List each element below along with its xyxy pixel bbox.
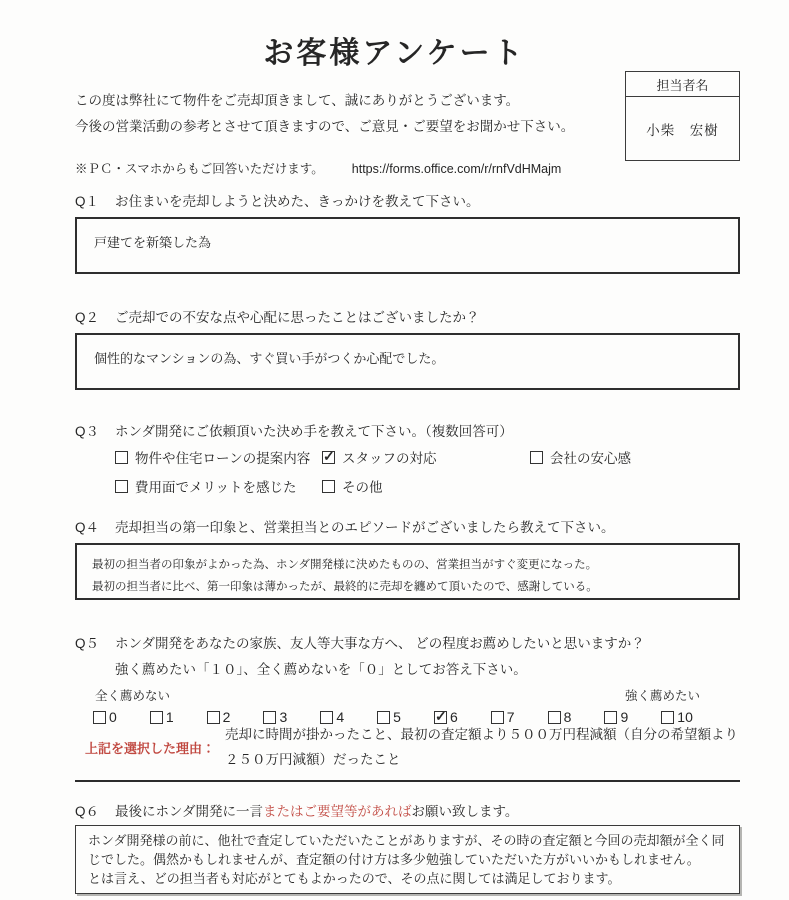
option-other-label: その他 bbox=[342, 480, 383, 495]
question-5-text: ホンダ開発をあなたの家族、友人等大事な方へ、 どの程度お薦めしたいと思いますか？ bbox=[115, 636, 645, 651]
question-4 bbox=[75, 516, 740, 600]
checkbox-proposal bbox=[115, 451, 128, 464]
intro-block bbox=[75, 88, 615, 182]
question-2 bbox=[75, 306, 740, 390]
q5-reason-inner bbox=[75, 722, 740, 772]
scale-left-label: 全く薦めない bbox=[95, 689, 171, 703]
survey-url: https://forms.office.com/r/rnfVdHMajm bbox=[351, 162, 562, 176]
scale-option-1-label: 1 bbox=[165, 709, 174, 725]
question-3-label bbox=[75, 420, 740, 440]
question-2-text: ご売却での不安な点や心配に思ったことはございましたか？ bbox=[115, 310, 480, 325]
question-3-number: Q３ bbox=[75, 424, 100, 439]
option-cost-merit bbox=[115, 476, 322, 496]
question-6-answer-para1: ホンダ開発様の前に、他社で査定していただいたことがありますが、その時の査定額と今回の売却額が全く同じでした。偶然かもしれませんが、査定額の付け方は多少勉強していただいた方がいいかもしれません。 bbox=[88, 833, 725, 867]
scale-right-label: 強く薦めたい bbox=[624, 689, 700, 703]
question-4-answer-line2: 最初の担当者に比べ、第一印象は薄かったが、最終的に売却を纏めて頂いたので、感謝している。 bbox=[92, 581, 598, 593]
question-1 bbox=[75, 190, 740, 274]
question-4-number: Q４ bbox=[75, 520, 100, 535]
question-1-label bbox=[75, 190, 740, 210]
question-3-text: ホンダ開発にご依頼頂いた決め手を教えて下さい。（複数回答可） bbox=[115, 424, 513, 439]
question-6-text bbox=[115, 800, 518, 820]
question-5 bbox=[75, 632, 740, 725]
option-staff-response bbox=[322, 447, 530, 467]
question-5-instruction: 強く薦めたい「１０」、全く薦めないを「０」としてお答え下さい。 bbox=[115, 662, 527, 677]
intro-line1: この度は弊社にて物件をご売却頂きまして、誠にありがとうございます。 bbox=[75, 93, 520, 108]
question-2-answer-box bbox=[75, 333, 740, 390]
question-4-label bbox=[75, 516, 740, 536]
scale-option-8-label: 8 bbox=[563, 709, 572, 725]
question-2-label bbox=[75, 306, 740, 326]
option-company-trust-label: 会社の安心感 bbox=[550, 451, 631, 466]
scale-option-10-label: 10 bbox=[677, 709, 693, 725]
option-company-trust bbox=[530, 447, 740, 467]
option-cost-merit-label: 費用面でメリットを感じた bbox=[135, 480, 297, 495]
q5-reason-label: 上記を選択した理由： bbox=[85, 740, 216, 756]
question-6-text-red: またはご要望等があれば bbox=[262, 804, 412, 819]
checkbox-other bbox=[322, 480, 335, 493]
question-6-answer-para2: とは言え、どの担当者も対応がとてもよかったので、その点に関しては満足しております。 bbox=[88, 871, 621, 886]
question-1-answer: 戸建てを新築した為 bbox=[94, 235, 212, 250]
question-4-text: 売却担当の第一印象と、営業担当とのエピソードがございましたら教えて下さい。 bbox=[115, 520, 615, 535]
scale-option-9-label: 9 bbox=[620, 709, 629, 725]
web-answer-note: ※ＰＣ・スマホからもご回答いただけます。 bbox=[75, 162, 324, 176]
option-staff-response-label: スタッフの対応 bbox=[342, 451, 437, 466]
question-6-answer-box bbox=[75, 825, 740, 894]
web-answer-note-row bbox=[75, 156, 615, 182]
question-6-label bbox=[75, 800, 740, 820]
checkbox-cost-merit bbox=[115, 480, 128, 493]
question-1-number: Q１ bbox=[75, 194, 100, 209]
checkbox-company-trust bbox=[530, 451, 543, 464]
q5-reason-text: 売却に時間が掛かったこと、最初の査定額より５００万円程減額（自分の希望額より２５０万円減額）だったこと bbox=[225, 727, 738, 767]
scale-option-5-label: 5 bbox=[393, 709, 401, 725]
question-6-text-part1: 最後にホンダ開発に一言 bbox=[115, 804, 263, 819]
question-1-answer-box bbox=[75, 217, 740, 274]
question-6-text-part2: お願い致します。 bbox=[411, 804, 519, 819]
question-5-label bbox=[75, 632, 740, 652]
question-4-answer-box bbox=[75, 543, 740, 600]
q5-reason-block bbox=[75, 722, 740, 782]
question-4-answer-line1: 最初の担当者の印象がよかった為、ホンダ開発様に決めたものの、営業担当がすぐ変更になった。 bbox=[92, 559, 598, 571]
question-3 bbox=[75, 420, 740, 496]
question-6-number: Q６ bbox=[75, 804, 100, 819]
scale-option-0-label: 0 bbox=[109, 709, 117, 725]
scale-option-2-label: 2 bbox=[222, 709, 231, 725]
scale-option-6-label: 6 bbox=[449, 709, 458, 725]
scale-option-7-label: 7 bbox=[506, 709, 515, 725]
page-title: お客様アンケート bbox=[263, 37, 526, 70]
intro-line2: 今後の営業活動の参考とさせて頂きますので、ご意見・ご要望をお聞かせ下さい。 bbox=[75, 119, 575, 134]
staff-box-header: 担当者名 bbox=[626, 72, 739, 97]
question-2-number: Q２ bbox=[75, 310, 100, 325]
question-1-text: お住まいを売却しようと決めた、きっかけを教えて下さい。 bbox=[115, 194, 480, 209]
staff-name: 小柴 宏樹 bbox=[646, 123, 719, 138]
option-proposal-label: 物件や住宅ローンの提案内容 bbox=[135, 451, 311, 466]
question-3-options bbox=[115, 447, 740, 496]
scale-option-4-label: 4 bbox=[336, 709, 345, 725]
question-2-answer: 個性的なマンションの為、すぐ買い手がつくか心配でした。 bbox=[94, 351, 445, 366]
option-other bbox=[322, 476, 530, 496]
option-proposal bbox=[115, 447, 322, 467]
scale-option-3-label: 3 bbox=[279, 709, 288, 725]
question-5-number: Q５ bbox=[75, 636, 100, 651]
question-6 bbox=[75, 800, 740, 894]
checkbox-staff-response bbox=[322, 451, 335, 464]
scale-endpoint-labels bbox=[75, 686, 740, 704]
staff-name-box bbox=[625, 71, 740, 161]
